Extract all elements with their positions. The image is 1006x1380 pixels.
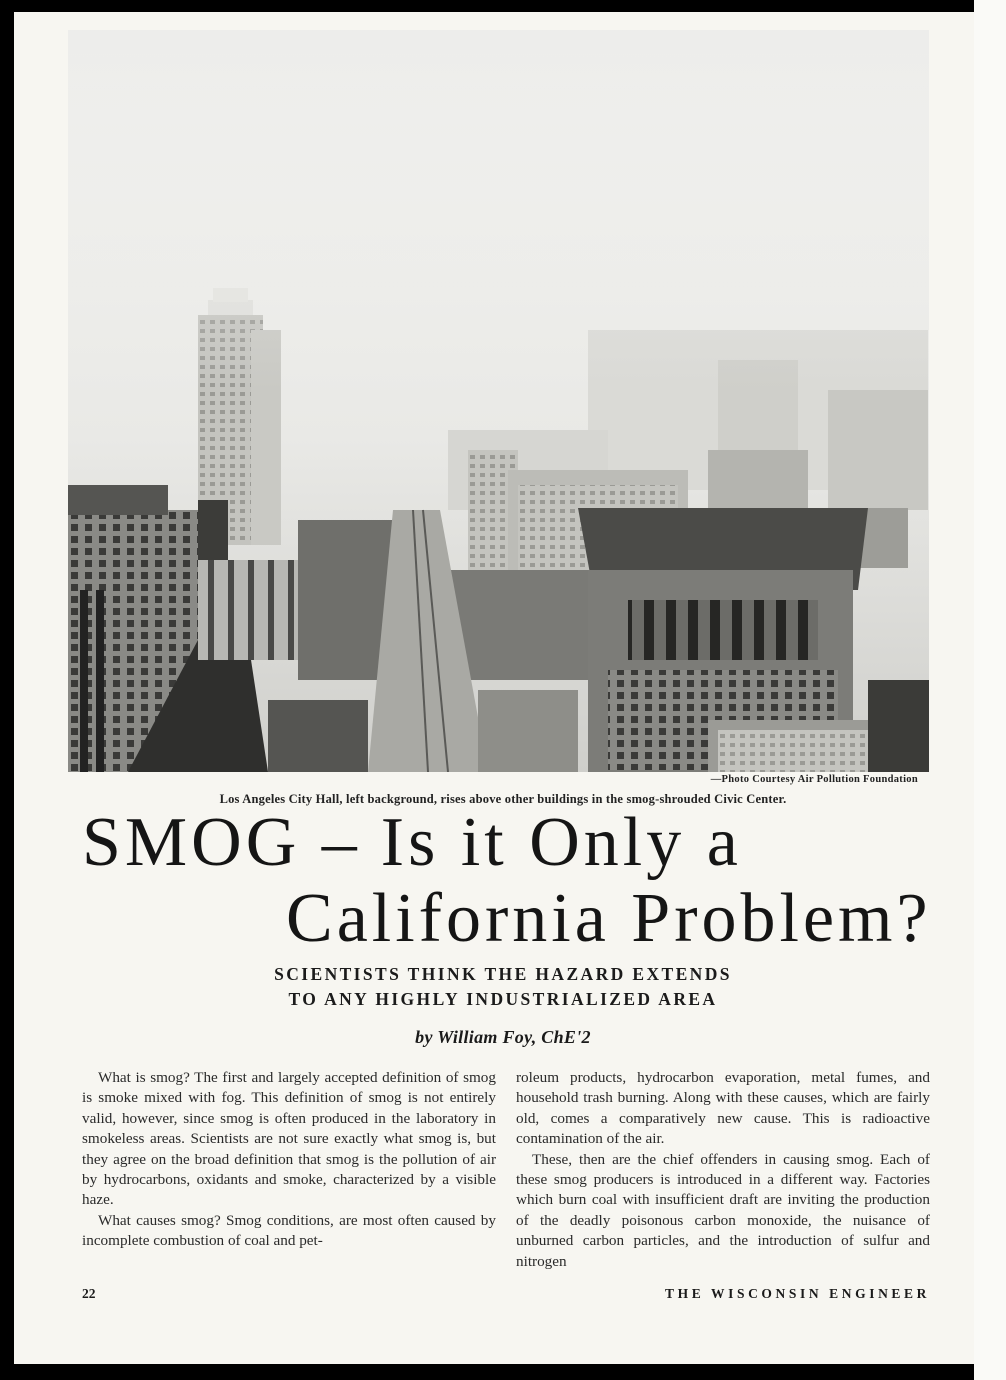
headline-question: Is it Only a — [380, 804, 742, 881]
subheadline-line-1: SCIENTISTS THINK THE HAZARD EXTENDS — [274, 964, 732, 984]
photo-credit: —Photo Courtesy Air Pollution Foundation — [710, 774, 918, 785]
body-column-left — [82, 1068, 496, 1252]
paragraph: What is smog? The first and largely accepted definition of smog is smoke mixed with fog. This definition of smog is not entirely valid, however, since smog is often produced in the laboratory in smokeless areas. Scientists are not sure exactly what smog is, but they agree on the broad definition that smog is the pollution of air by hydrocarbons, oxidants and smoke, characterized by a visible haze. — [82, 1069, 496, 1209]
headline-line-2: California Problem? — [286, 880, 932, 957]
paragraph: roleum products, hydrocarbon evaporation, metal fumes, and household trash burning. Along with these causes, which are fairly old, comes a comparatively new cause. This is radioactive contamination of the air. — [516, 1069, 930, 1148]
paragraph: What causes smog? Smog conditions, are most often caused by incomplete combustion of coal and pet- — [82, 1211, 496, 1250]
headline-smog: SMOG – — [82, 804, 361, 881]
headline-line-1 — [82, 804, 742, 881]
page-number: 22 — [82, 1286, 96, 1301]
city-skyline-image — [68, 30, 929, 772]
byline: by William Foy, ChE'2 — [415, 1027, 591, 1047]
scan-margin — [974, 0, 1006, 1380]
body-column-right — [516, 1068, 930, 1272]
paragraph: These, then are the chief offenders in causing smog. Each of these smog producers is introduced in a different way. Factories which burn coal with insufficient draft are inviting the production of the deadly poisonous carbon monoxide, the nuisance of unburned carbon particles, and the introduction of sulfur and nitrogen — [516, 1150, 930, 1270]
publication-name: THE WISCONSIN ENGINEER — [664, 1286, 930, 1301]
photo-caption: Los Angeles City Hall, left background, rises above other buildings in the smog-shrouded Civic Center. — [219, 792, 787, 806]
subheadline-line-2: TO ANY HIGHLY INDUSTRIALIZED AREA — [288, 989, 718, 1009]
subheadline — [0, 962, 1006, 1012]
smog-photograph — [68, 30, 929, 772]
